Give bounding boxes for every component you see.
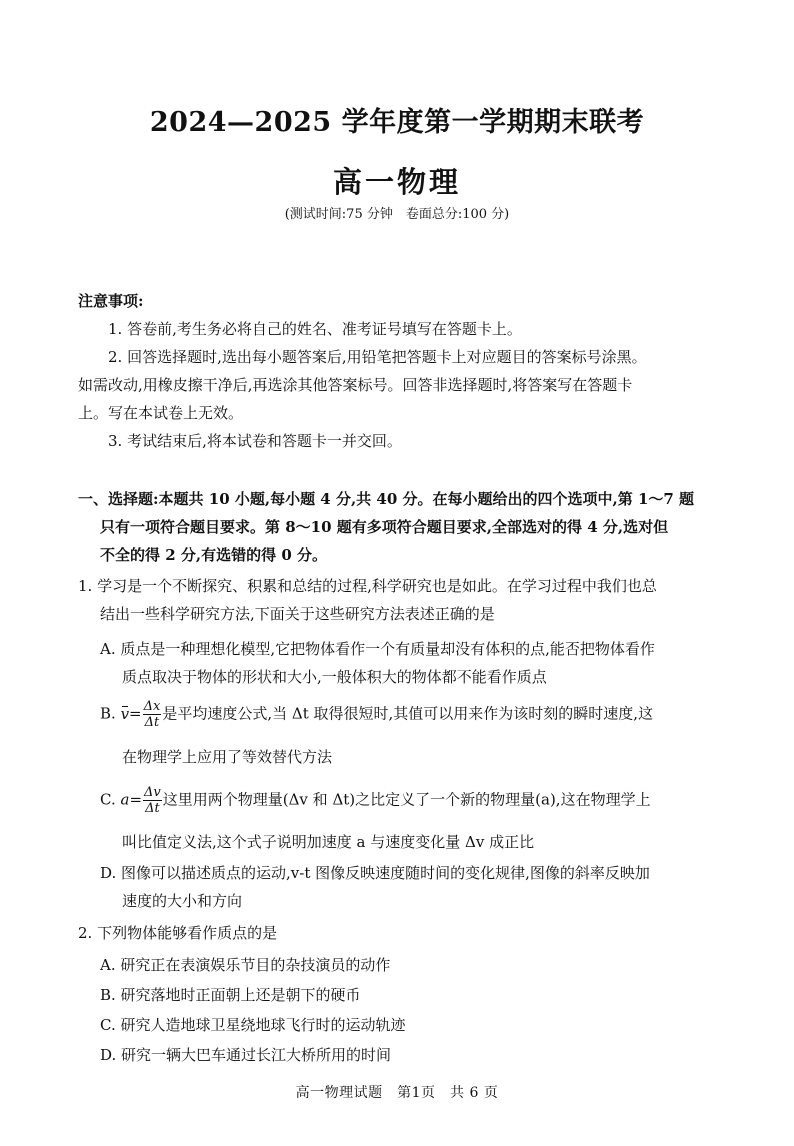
notice-line-1: 1. 答卷前,考生务必将自己的姓名、准考证号填写在答题卡上。 bbox=[108, 320, 522, 338]
fraction-numerator: Δv bbox=[144, 785, 161, 800]
q2-option-d: D. 研究一辆大巴车通过长江大桥所用的时间 bbox=[100, 1046, 392, 1064]
q1-option-c-label: C. bbox=[100, 790, 121, 809]
fraction-dx-dt bbox=[143, 700, 162, 729]
fraction-denominator: Δt bbox=[145, 801, 160, 816]
q1-option-a-1: A. 质点是一种理想化模型,它把物体看作一个有质量却没有体积的点,能否把物体看作 bbox=[100, 640, 655, 658]
fraction-dv-dt bbox=[143, 786, 162, 815]
q1-option-b-text: 是平均速度公式,当 Δt 取得很短时,其值可以用来作为该时刻的瞬时速度,这 bbox=[162, 704, 654, 723]
notice-heading: 注意事项: bbox=[78, 292, 144, 310]
q1-option-a-2: 质点取决于物体的形状和大小,一般体积大的物体都不能看作质点 bbox=[122, 668, 547, 686]
exam-subject: 高一物理 bbox=[332, 165, 461, 199]
q1-option-b-2: 在物理学上应用了等效替代方法 bbox=[122, 748, 333, 766]
exam-title: 2024—2025 学年度第一学期期末联考 bbox=[149, 107, 645, 138]
section-1-instruction-1: 一、选择题:本题共 10 小题,每小题 4 分,共 40 分。在每小题给出的四个选项中,第 1～7 题 bbox=[78, 490, 695, 508]
q2-option-c: C. 研究人造地球卫星绕地球飞行时的运动轨迹 bbox=[100, 1016, 406, 1034]
section-1-instruction-3: 不全的得 2 分,有选错的得 0 分。 bbox=[100, 546, 327, 564]
q1-option-b-label: B. bbox=[100, 704, 121, 723]
fraction-denominator: Δt bbox=[144, 715, 160, 730]
q2-option-b: B. 研究落地时正面朝上还是朝下的硬币 bbox=[100, 986, 361, 1004]
exam-meta: (测试时间:75 分钟 卷面总分:100 分) bbox=[284, 207, 510, 222]
page-footer: 高一物理试题 第1页 共 6 页 bbox=[295, 1085, 499, 1101]
q1-option-b-1 bbox=[100, 700, 653, 729]
fraction-numerator: Δx bbox=[143, 699, 161, 714]
notice-line-5: 3. 考试结束后,将本试卷和答题卡一并交回。 bbox=[108, 432, 402, 450]
section-1-instruction-2: 只有一项符合题目要求。第 8～10 题有多项符合题目要求,全部选对的得 4 分,选对但 bbox=[100, 518, 669, 536]
q1-stem-1: 1. 学习是一个不断探究、积累和总结的过程,科学研究也是如此。在学习过程中我们也总 bbox=[78, 577, 657, 595]
q1-option-c-2: 叫比值定义法,这个式子说明加速度 a 与速度变化量 Δv 成正比 bbox=[122, 833, 535, 851]
q1-stem-2: 结出一些科学研究方法,下面关于这些研究方法表述正确的是 bbox=[100, 605, 495, 623]
notice-line-2: 2. 回答选择题时,选出每小题答案后,用铅笔把答题卡上对应题目的答案标号涂黑。 bbox=[108, 348, 647, 366]
equals-sign: = bbox=[129, 704, 142, 723]
notice-line-3: 如需改动,用橡皮擦干净后,再选涂其他答案标号。回答非选择题时,将答案写在答题卡 bbox=[78, 376, 633, 394]
q1-option-d-2: 速度的大小和方向 bbox=[122, 892, 243, 910]
q1-option-c-1 bbox=[100, 786, 651, 815]
q2-option-a: A. 研究正在表演娱乐节目的杂技演员的动作 bbox=[100, 956, 391, 974]
q1-option-d-1: D. 图像可以描述质点的运动,v-t 图像反映速度随时间的变化规律,图像的斜率反映加 bbox=[100, 864, 650, 882]
q2-stem: 2. 下列物体能够看作质点的是 bbox=[78, 924, 278, 942]
equals-sign: = bbox=[129, 790, 143, 809]
avg-velocity-symbol: v bbox=[120, 704, 130, 723]
acceleration-symbol: a bbox=[120, 790, 130, 809]
q1-option-c-text: 这里用两个物理量(Δv 和 Δt)之比定义了一个新的物理量(a),这在物理学上 bbox=[162, 790, 651, 809]
notice-line-4: 上。写在本试卷上无效。 bbox=[78, 404, 244, 422]
